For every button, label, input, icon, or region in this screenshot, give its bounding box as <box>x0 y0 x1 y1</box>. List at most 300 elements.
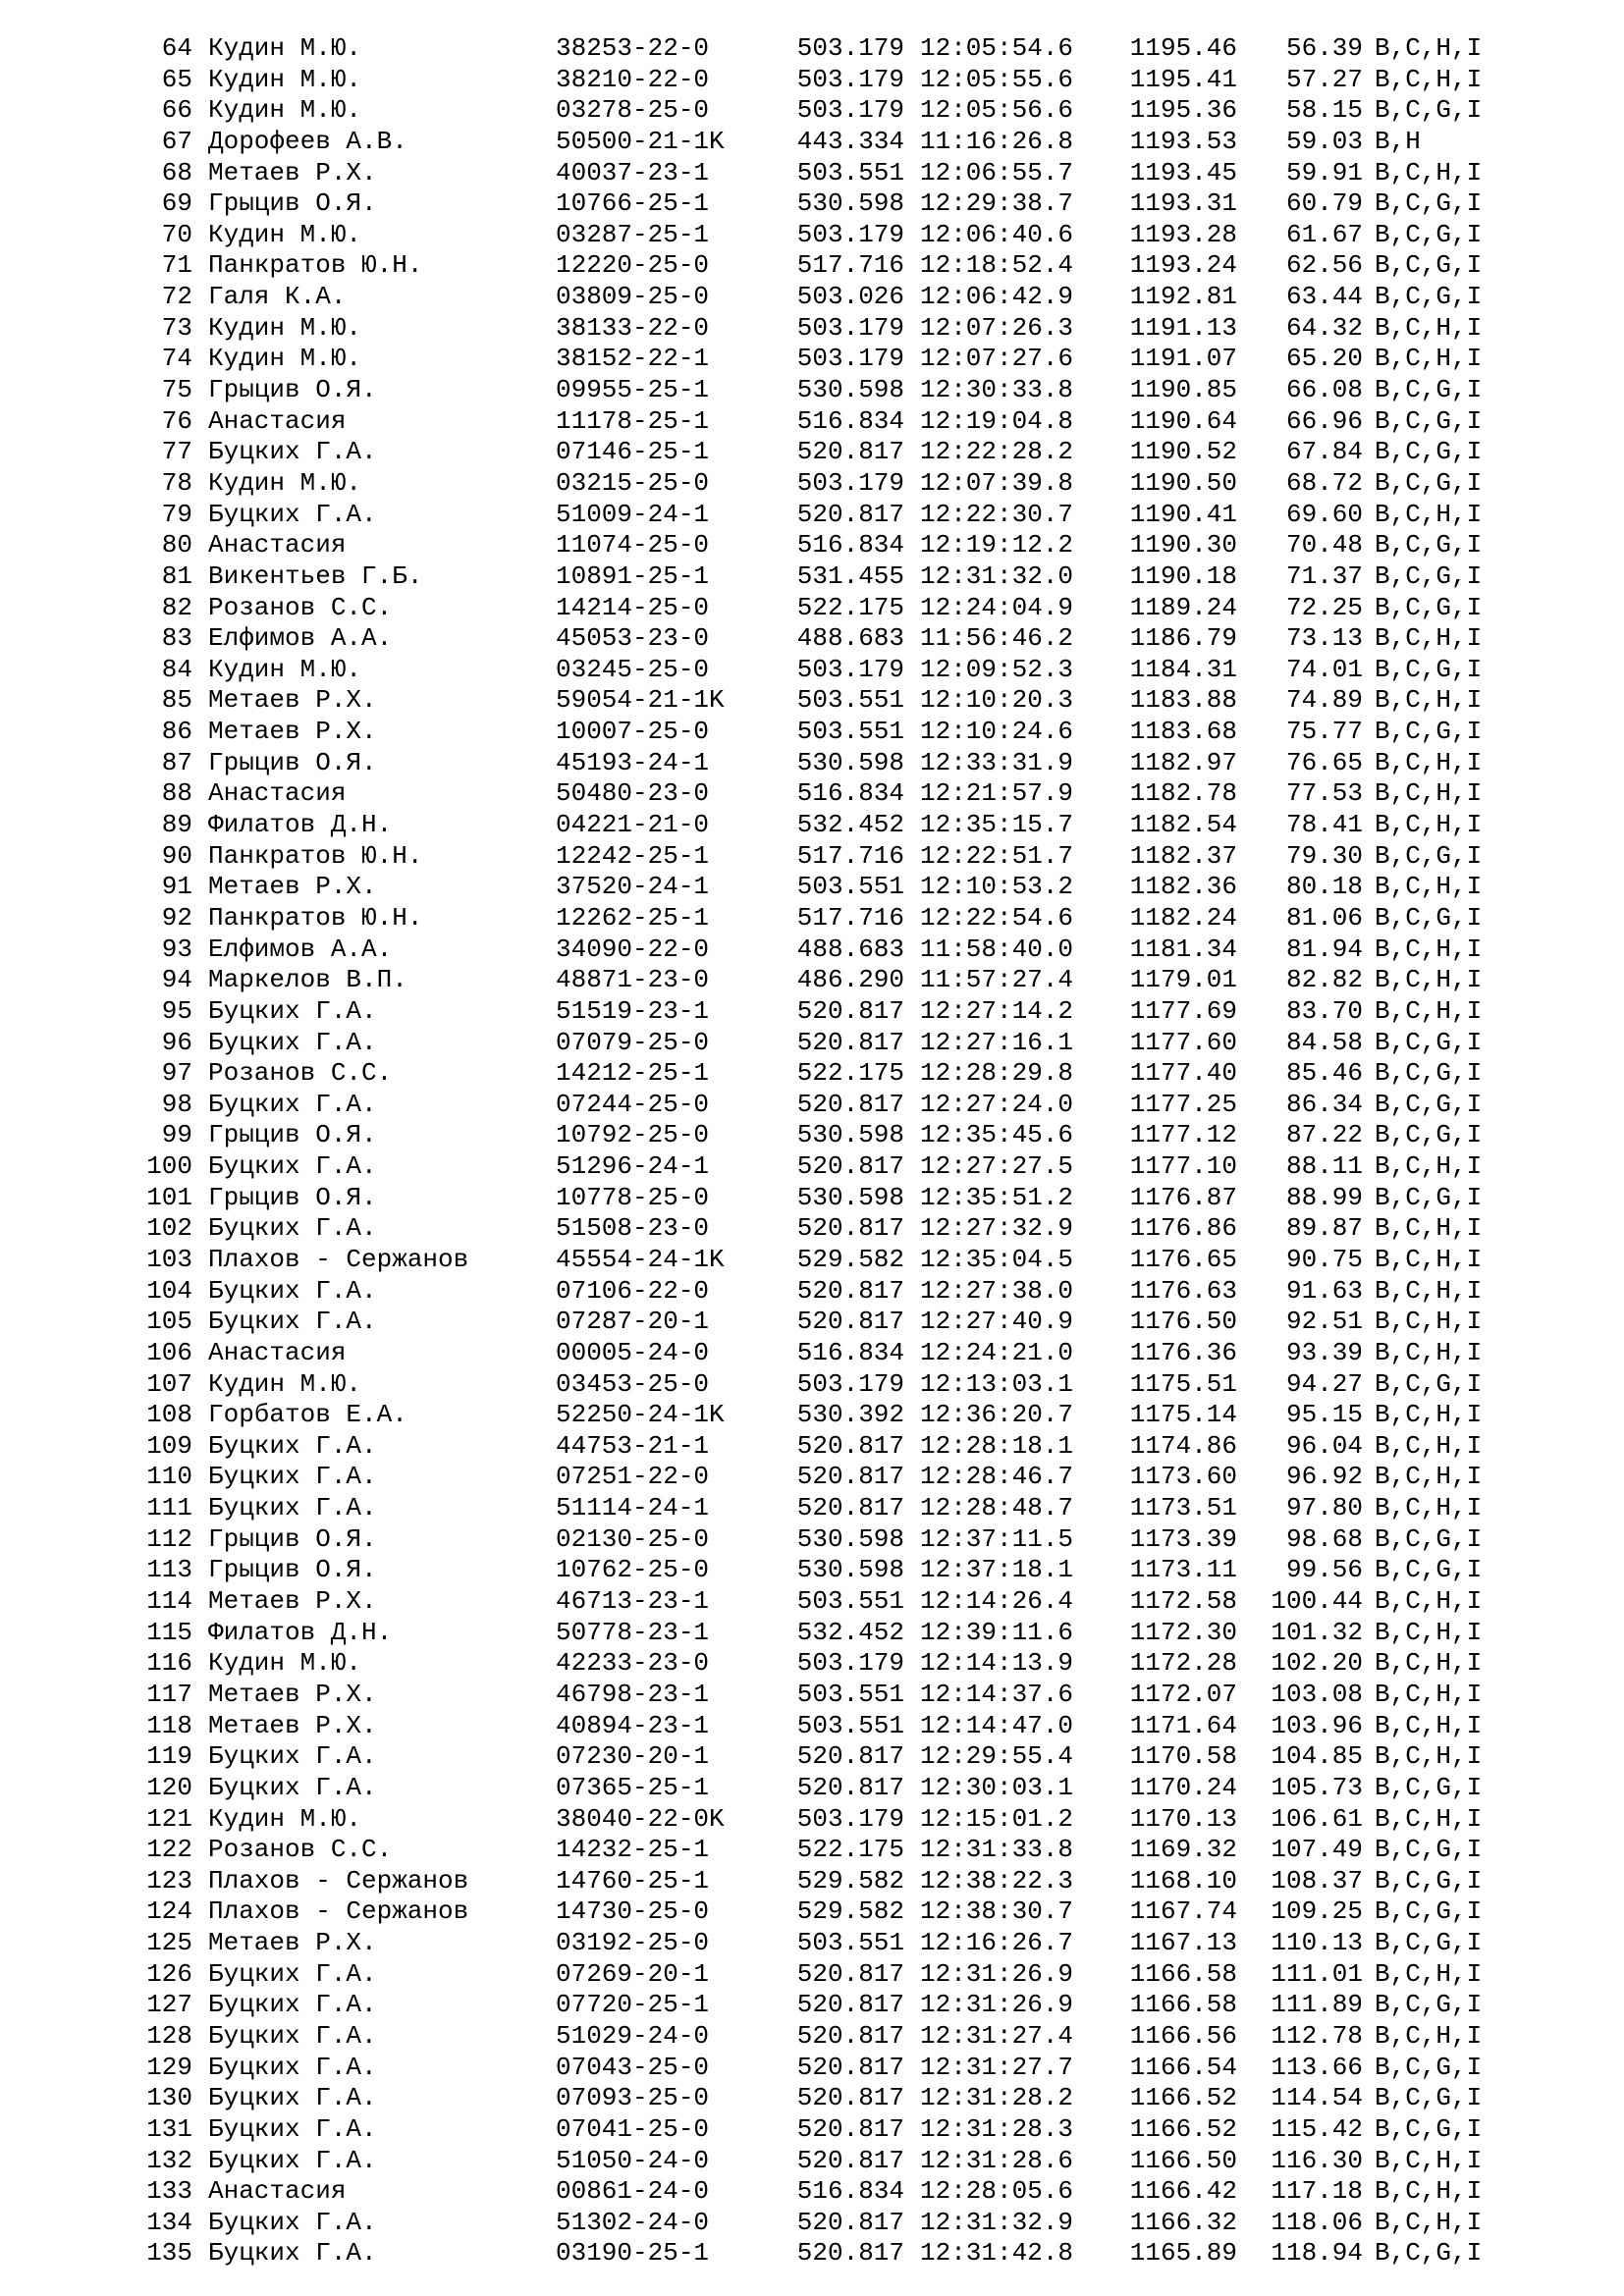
result-row <box>0 1213 1624 1245</box>
fancier-name: Метаев Р.Х. <box>208 872 377 902</box>
ring-number: 00861-24-0 <box>556 2176 710 2207</box>
place-number: 86 <box>161 717 192 747</box>
ring-number: 03809-25-0 <box>556 282 710 312</box>
result-row <box>0 996 1624 1028</box>
place-number: 119 <box>146 1741 192 1772</box>
speed: 1170.58 <box>1129 1741 1237 1772</box>
distance: 529.582 <box>796 1896 904 1927</box>
ring-number: 14760-25-1 <box>556 1865 710 1896</box>
place-number: 84 <box>161 654 192 684</box>
result-row <box>0 1462 1624 1493</box>
speed: 1170.24 <box>1129 1772 1237 1802</box>
speed: 1176.63 <box>1129 1275 1237 1306</box>
category-codes: B,C,G,I <box>1375 1772 1483 1802</box>
arrival-time: 12:27:40.9 <box>920 1307 1074 1337</box>
coefficient: 75.77 <box>1285 717 1363 747</box>
distance: 503.179 <box>796 1368 904 1399</box>
speed: 1190.18 <box>1129 561 1237 591</box>
category-codes: B,C,H,I <box>1375 2176 1483 2207</box>
result-row <box>0 1090 1624 1121</box>
category-codes: B,C,H,I <box>1375 965 1483 995</box>
fancier-name: Викентьев Г.Б. <box>208 561 423 591</box>
place-number: 134 <box>146 2207 192 2237</box>
category-codes: B,C,G,I <box>1375 250 1483 281</box>
speed: 1167.13 <box>1129 1928 1237 1958</box>
arrival-time: 12:18:52.4 <box>920 250 1074 281</box>
ring-number: 11178-25-1 <box>556 405 710 436</box>
fancier-name: Елфимов А.А. <box>208 934 393 964</box>
ring-number: 59054-21-1K <box>556 685 725 716</box>
arrival-time: 12:19:12.2 <box>920 530 1074 561</box>
result-row <box>0 655 1624 686</box>
place-number: 75 <box>161 375 192 405</box>
coefficient: 92.51 <box>1285 1307 1363 1337</box>
category-codes: B,C,H,I <box>1375 2145 1483 2175</box>
coefficient: 64.32 <box>1285 312 1363 343</box>
distance: 531.455 <box>796 561 904 591</box>
speed: 1166.52 <box>1129 2113 1237 2144</box>
category-codes: B,C,G,I <box>1375 1089 1483 1119</box>
arrival-time: 11:56:46.2 <box>920 623 1074 654</box>
fancier-name: Плахов - Сержанов <box>208 1896 469 1927</box>
ring-number: 07041-25-0 <box>556 2113 710 2144</box>
coefficient: 89.87 <box>1285 1213 1363 1244</box>
distance: 522.175 <box>796 592 904 622</box>
result-row <box>0 282 1624 313</box>
speed: 1172.58 <box>1129 1586 1237 1617</box>
ring-number: 14232-25-1 <box>556 1835 710 1865</box>
result-row <box>0 437 1624 468</box>
speed: 1190.52 <box>1129 437 1237 467</box>
fancier-name: Анастасия <box>208 530 347 561</box>
category-codes: B,C,H,I <box>1375 1710 1483 1740</box>
coefficient: 62.56 <box>1285 250 1363 281</box>
coefficient: 93.39 <box>1285 1337 1363 1367</box>
speed: 1177.25 <box>1129 1089 1237 1119</box>
speed: 1166.54 <box>1129 2052 1237 2082</box>
place-number: 74 <box>161 344 192 374</box>
distance: 530.598 <box>796 1120 904 1150</box>
ring-number: 40037-23-1 <box>556 157 710 187</box>
ring-number: 51114-24-1 <box>556 1493 710 1523</box>
speed: 1182.37 <box>1129 840 1237 871</box>
ring-number: 48871-23-0 <box>556 965 710 995</box>
arrival-time: 12:35:51.2 <box>920 1182 1074 1212</box>
fancier-name: Буцких Г.А. <box>208 1741 377 1772</box>
ring-number: 46713-23-1 <box>556 1586 710 1617</box>
results-listing <box>0 33 1624 2269</box>
fancier-name: Филатов Д.Н. <box>208 810 393 840</box>
distance: 532.452 <box>796 1617 904 1647</box>
arrival-time: 12:27:24.0 <box>920 1089 1074 1119</box>
distance: 503.179 <box>796 467 904 498</box>
speed: 1176.87 <box>1129 1182 1237 1212</box>
category-codes: B,C,G,I <box>1375 1555 1483 1585</box>
place-number: 135 <box>146 2238 192 2269</box>
result-row <box>0 1058 1624 1090</box>
place-number: 68 <box>161 157 192 187</box>
category-codes: B,C,G,I <box>1375 467 1483 498</box>
place-number: 128 <box>146 2021 192 2051</box>
speed: 1167.74 <box>1129 1896 1237 1927</box>
category-codes: B,C,G,I <box>1375 1896 1483 1927</box>
arrival-time: 12:09:52.3 <box>920 654 1074 684</box>
arrival-time: 12:16:26.7 <box>920 1928 1074 1958</box>
ring-number: 14730-25-0 <box>556 1896 710 1927</box>
ring-number: 00005-24-0 <box>556 1337 710 1367</box>
fancier-name: Панкратов Ю.Н. <box>208 902 423 933</box>
fancier-name: Буцких Г.А. <box>208 2021 377 2051</box>
place-number: 78 <box>161 467 192 498</box>
category-codes: B,C,G,I <box>1375 1182 1483 1212</box>
arrival-time: 12:06:42.9 <box>920 282 1074 312</box>
coefficient: 73.13 <box>1285 623 1363 654</box>
coefficient: 98.68 <box>1285 1523 1363 1554</box>
category-codes: B,C,H,I <box>1375 685 1483 716</box>
result-row <box>0 1276 1624 1308</box>
arrival-time: 12:06:55.7 <box>920 157 1074 187</box>
result-row <box>0 1400 1624 1431</box>
result-row <box>0 593 1624 624</box>
speed: 1182.78 <box>1129 778 1237 809</box>
arrival-time: 12:31:28.3 <box>920 2113 1074 2144</box>
coefficient: 66.96 <box>1285 405 1363 436</box>
place-number: 127 <box>146 1990 192 2020</box>
fancier-name: Буцких Г.А. <box>208 2207 377 2237</box>
coefficient: 102.20 <box>1271 1648 1363 1679</box>
fancier-name: Кудин М.Ю. <box>208 95 362 126</box>
distance: 520.817 <box>796 1275 904 1306</box>
ring-number: 07269-20-1 <box>556 1958 710 1989</box>
fancier-name: Грыцив О.Я. <box>208 1523 377 1554</box>
place-number: 76 <box>161 405 192 436</box>
speed: 1177.60 <box>1129 1027 1237 1057</box>
arrival-time: 12:27:32.9 <box>920 1213 1074 1244</box>
category-codes: B,C,H,I <box>1375 1679 1483 1709</box>
coefficient: 85.46 <box>1285 1058 1363 1089</box>
result-row <box>0 188 1624 220</box>
fancier-name: Буцких Г.А. <box>208 1213 377 1244</box>
distance: 503.179 <box>796 95 904 126</box>
speed: 1179.01 <box>1129 965 1237 995</box>
distance: 520.817 <box>796 437 904 467</box>
ring-number: 51050-24-0 <box>556 2145 710 2175</box>
arrival-time: 12:10:53.2 <box>920 872 1074 902</box>
ring-number: 10007-25-0 <box>556 717 710 747</box>
fancier-name: Филатов Д.Н. <box>208 1617 393 1647</box>
fancier-name: Метаев Р.Х. <box>208 685 377 716</box>
fancier-name: Грыцив О.Я. <box>208 1120 377 1150</box>
category-codes: B,H <box>1375 126 1421 156</box>
category-codes: B,C,H,I <box>1375 623 1483 654</box>
result-row <box>0 1711 1624 1742</box>
coefficient: 118.06 <box>1271 2207 1363 2237</box>
result-row <box>0 623 1624 655</box>
place-number: 102 <box>146 1213 192 1244</box>
coefficient: 58.15 <box>1285 95 1363 126</box>
distance: 517.716 <box>796 840 904 871</box>
coefficient: 59.91 <box>1285 157 1363 187</box>
category-codes: B,C,H,I <box>1375 2021 1483 2051</box>
ring-number: 07079-25-0 <box>556 1027 710 1057</box>
category-codes: B,C,H,I <box>1375 1275 1483 1306</box>
arrival-time: 12:28:18.1 <box>920 1430 1074 1461</box>
result-row <box>0 2208 1624 2239</box>
coefficient: 104.85 <box>1271 1741 1363 1772</box>
category-codes: B,C,G,I <box>1375 95 1483 126</box>
arrival-time: 12:05:54.6 <box>920 33 1074 63</box>
result-row <box>0 95 1624 127</box>
category-codes: B,C,H,I <box>1375 1307 1483 1337</box>
distance: 503.551 <box>796 1679 904 1709</box>
ring-number: 38253-22-0 <box>556 33 710 63</box>
speed: 1181.34 <box>1129 934 1237 964</box>
category-codes: B,C,G,I <box>1375 1120 1483 1150</box>
place-number: 80 <box>161 530 192 561</box>
distance: 503.179 <box>796 1803 904 1834</box>
distance: 486.290 <box>796 965 904 995</box>
fancier-name: Буцких Г.А. <box>208 2083 377 2113</box>
coefficient: 112.78 <box>1271 2021 1363 2051</box>
speed: 1191.13 <box>1129 312 1237 343</box>
arrival-time: 12:05:56.6 <box>920 95 1074 126</box>
fancier-name: Галя К.А. <box>208 282 347 312</box>
ring-number: 10766-25-1 <box>556 188 710 219</box>
speed: 1170.13 <box>1129 1803 1237 1834</box>
speed: 1166.52 <box>1129 2083 1237 2113</box>
speed: 1183.68 <box>1129 717 1237 747</box>
place-number: 81 <box>161 561 192 591</box>
fancier-name: Кудин М.Ю. <box>208 344 362 374</box>
ring-number: 44753-21-1 <box>556 1430 710 1461</box>
coefficient: 115.42 <box>1271 2113 1363 2144</box>
distance: 503.179 <box>796 1648 904 1679</box>
category-codes: B,C,G,I <box>1375 282 1483 312</box>
ring-number: 10792-25-0 <box>556 1120 710 1150</box>
coefficient: 111.01 <box>1271 1958 1363 1989</box>
result-row <box>0 2146 1624 2177</box>
ring-number: 07093-25-0 <box>556 2083 710 2113</box>
fancier-name: Буцких Г.А. <box>208 1151 377 1182</box>
speed: 1186.79 <box>1129 623 1237 654</box>
ring-number: 03192-25-0 <box>556 1928 710 1958</box>
arrival-time: 12:30:33.8 <box>920 375 1074 405</box>
ring-number: 14212-25-1 <box>556 1058 710 1089</box>
fancier-name: Кудин М.Ю. <box>208 1368 362 1399</box>
category-codes: B,C,H,I <box>1375 33 1483 63</box>
arrival-time: 12:14:47.0 <box>920 1710 1074 1740</box>
arrival-time: 12:35:15.7 <box>920 810 1074 840</box>
place-number: 122 <box>146 1835 192 1865</box>
place-number: 93 <box>161 934 192 964</box>
arrival-time: 12:27:27.5 <box>920 1151 1074 1182</box>
place-number: 69 <box>161 188 192 219</box>
results-rows <box>0 33 1624 2269</box>
coefficient: 78.41 <box>1285 810 1363 840</box>
result-row <box>0 1245 1624 1276</box>
coefficient: 91.63 <box>1285 1275 1363 1306</box>
ring-number: 50778-23-1 <box>556 1617 710 1647</box>
result-row <box>0 500 1624 531</box>
category-codes: B,C,H,I <box>1375 344 1483 374</box>
speed: 1166.50 <box>1129 2145 1237 2175</box>
place-number: 126 <box>146 1958 192 1989</box>
ring-number: 51029-24-0 <box>556 2021 710 2051</box>
distance: 503.551 <box>796 157 904 187</box>
arrival-time: 12:27:16.1 <box>920 1027 1074 1057</box>
speed: 1191.07 <box>1129 344 1237 374</box>
result-row <box>0 250 1624 282</box>
distance: 530.598 <box>796 375 904 405</box>
coefficient: 67.84 <box>1285 437 1363 467</box>
result-row <box>0 1555 1624 1586</box>
speed: 1166.32 <box>1129 2207 1237 2237</box>
ring-number: 38152-22-1 <box>556 344 710 374</box>
speed: 1176.50 <box>1129 1307 1237 1337</box>
ring-number: 34090-22-0 <box>556 934 710 964</box>
fancier-name: Грыцив О.Я. <box>208 188 377 219</box>
place-number: 129 <box>146 2052 192 2082</box>
coefficient: 80.18 <box>1285 872 1363 902</box>
arrival-time: 12:31:28.2 <box>920 2083 1074 2113</box>
speed: 1166.56 <box>1129 2021 1237 2051</box>
speed: 1177.69 <box>1129 995 1237 1026</box>
fancier-name: Буцких Г.А. <box>208 437 377 467</box>
result-row <box>0 1524 1624 1556</box>
ring-number: 51009-24-1 <box>556 499 710 529</box>
coefficient: 107.49 <box>1271 1835 1363 1865</box>
coefficient: 63.44 <box>1285 282 1363 312</box>
result-row <box>0 1928 1624 1959</box>
arrival-time: 12:21:57.9 <box>920 778 1074 809</box>
category-codes: B,C,G,I <box>1375 2113 1483 2144</box>
arrival-time: 12:31:26.9 <box>920 1958 1074 1989</box>
arrival-time: 12:27:14.2 <box>920 995 1074 1026</box>
distance: 522.175 <box>796 1058 904 1089</box>
coefficient: 109.25 <box>1271 1896 1363 1927</box>
speed: 1173.60 <box>1129 1462 1237 1492</box>
ring-number: 50500-21-1K <box>556 126 725 156</box>
coefficient: 84.58 <box>1285 1027 1363 1057</box>
distance: 503.026 <box>796 282 904 312</box>
speed: 1165.89 <box>1129 2238 1237 2269</box>
arrival-time: 12:36:20.7 <box>920 1400 1074 1430</box>
speed: 1176.65 <box>1129 1244 1237 1274</box>
coefficient: 117.18 <box>1271 2176 1363 2207</box>
speed: 1195.46 <box>1129 33 1237 63</box>
arrival-time: 12:22:28.2 <box>920 437 1074 467</box>
speed: 1173.51 <box>1129 1493 1237 1523</box>
fancier-name: Кудин М.Ю. <box>208 219 362 249</box>
category-codes: B,C,G,I <box>1375 530 1483 561</box>
arrival-time: 12:35:04.5 <box>920 1244 1074 1274</box>
category-codes: B,C,G,I <box>1375 219 1483 249</box>
category-codes: B,C,G,I <box>1375 1835 1483 1865</box>
fancier-name: Метаев Р.Х. <box>208 1586 377 1617</box>
ring-number: 51296-24-1 <box>556 1151 710 1182</box>
fancier-name: Грыцив О.Я. <box>208 1555 377 1585</box>
category-codes: B,C,H,I <box>1375 1400 1483 1430</box>
arrival-time: 12:31:27.7 <box>920 2052 1074 2082</box>
category-codes: B,C,H,I <box>1375 1213 1483 1244</box>
arrival-time: 12:19:04.8 <box>920 405 1074 436</box>
arrival-time: 12:05:55.6 <box>920 64 1074 94</box>
coefficient: 65.20 <box>1285 344 1363 374</box>
category-codes: B,C,H,I <box>1375 64 1483 94</box>
coefficient: 66.08 <box>1285 375 1363 405</box>
distance: 520.817 <box>796 1151 904 1182</box>
coefficient: 71.37 <box>1285 561 1363 591</box>
coefficient: 103.08 <box>1271 1679 1363 1709</box>
distance: 520.817 <box>796 2021 904 2051</box>
category-codes: B,C,H,I <box>1375 1586 1483 1617</box>
ring-number: 09955-25-1 <box>556 375 710 405</box>
coefficient: 70.48 <box>1285 530 1363 561</box>
result-row <box>0 344 1624 375</box>
distance: 488.683 <box>796 934 904 964</box>
coefficient: 68.72 <box>1285 467 1363 498</box>
ring-number: 51519-23-1 <box>556 995 710 1026</box>
place-number: 109 <box>146 1430 192 1461</box>
category-codes: B,C,H,I <box>1375 872 1483 902</box>
category-codes: B,C,G,I <box>1375 437 1483 467</box>
fancier-name: Буцких Г.А. <box>208 1958 377 1989</box>
fancier-name: Кудин М.Ю. <box>208 64 362 94</box>
speed: 1175.14 <box>1129 1400 1237 1430</box>
result-row <box>0 1307 1624 1338</box>
distance: 503.179 <box>796 64 904 94</box>
fancier-name: Метаев Р.Х. <box>208 1679 377 1709</box>
distance: 516.834 <box>796 2176 904 2207</box>
place-number: 105 <box>146 1307 192 1337</box>
result-row <box>0 2053 1624 2084</box>
distance: 443.334 <box>796 126 904 156</box>
category-codes: B,C,H,I <box>1375 499 1483 529</box>
result-row <box>0 1431 1624 1463</box>
place-number: 70 <box>161 219 192 249</box>
fancier-name: Буцких Г.А. <box>208 1275 377 1306</box>
arrival-time: 12:06:40.6 <box>920 219 1074 249</box>
ring-number: 38210-22-0 <box>556 64 710 94</box>
ring-number: 14214-25-0 <box>556 592 710 622</box>
ring-number: 07230-20-1 <box>556 1741 710 1772</box>
fancier-name: Буцких Г.А. <box>208 1772 377 1802</box>
place-number: 116 <box>146 1648 192 1679</box>
result-row <box>0 2238 1624 2269</box>
arrival-time: 12:14:37.6 <box>920 1679 1074 1709</box>
coefficient: 103.96 <box>1271 1710 1363 1740</box>
coefficient: 74.01 <box>1285 654 1363 684</box>
arrival-time: 12:38:30.7 <box>920 1896 1074 1927</box>
result-row <box>0 1151 1624 1183</box>
arrival-time: 12:29:38.7 <box>920 188 1074 219</box>
fancier-name: Буцких Г.А. <box>208 2145 377 2175</box>
result-row <box>0 33 1624 65</box>
fancier-name: Буцких Г.А. <box>208 1990 377 2020</box>
arrival-time: 12:07:39.8 <box>920 467 1074 498</box>
place-number: 87 <box>161 747 192 777</box>
category-codes: B,C,G,I <box>1375 1368 1483 1399</box>
place-number: 66 <box>161 95 192 126</box>
fancier-name: Горбатов Е.А. <box>208 1400 407 1430</box>
fancier-name: Грыцив О.Я. <box>208 747 377 777</box>
coefficient: 95.15 <box>1285 1400 1363 1430</box>
result-row <box>0 158 1624 189</box>
distance: 530.598 <box>796 1523 904 1554</box>
place-number: 103 <box>146 1244 192 1274</box>
category-codes: B,C,G,I <box>1375 375 1483 405</box>
arrival-time: 12:39:11.6 <box>920 1617 1074 1647</box>
